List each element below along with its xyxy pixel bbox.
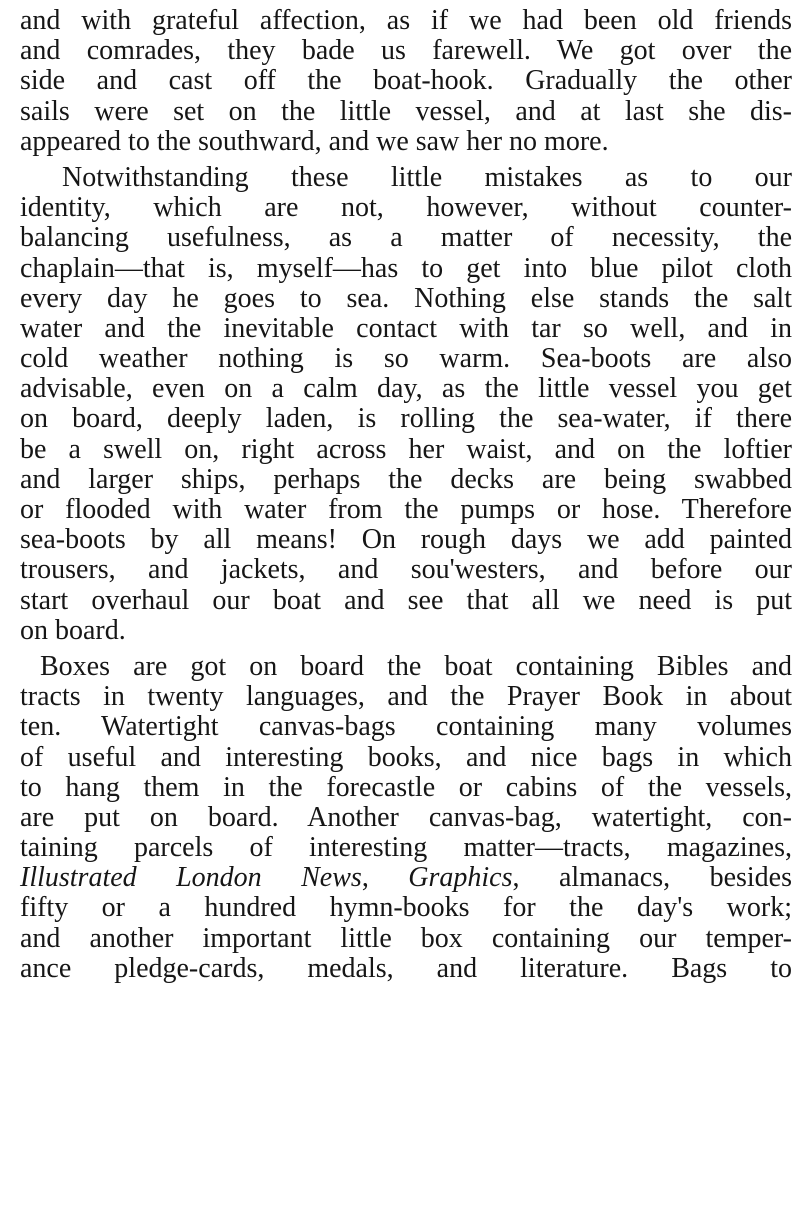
- text-line: sea-boots by all means! On rough days we add painted: [20, 524, 792, 556]
- text-line: every day he goes to sea. Nothing else stands the salt: [20, 282, 792, 314]
- italic-title: Graphics: [408, 862, 513, 894]
- text-line: and another important little box containing our temper-: [20, 922, 792, 954]
- text-line: trousers, and jackets, and sou'westers, and before our: [20, 554, 792, 586]
- text-line: fifty or a hundred hymn-books for the day's work;: [20, 892, 792, 924]
- text-line: balancing usefulness, as a matter of necessity, the: [20, 222, 792, 254]
- text-line: advisable, even on a calm day, as the little vessel you get: [20, 373, 792, 405]
- text-line: ance pledge-cards, medals, and literature. Bags to: [20, 952, 792, 984]
- text-line: of useful and interesting books, and nice bags in which: [20, 741, 792, 773]
- text-line: start overhaul our boat and see that all we need is put: [20, 584, 792, 616]
- text-line-italic-titles: Illustrated London News, Graphics, almanacs, besides: [20, 862, 792, 894]
- text-line: side and cast off the boat-hook. Gradually the other: [20, 65, 792, 97]
- text-line: are put on board. Another canvas-bag, watertight, con-: [20, 801, 792, 833]
- text-line: identity, which are not, however, without counter-: [20, 192, 792, 224]
- text-line: and comrades, they bade us farewell. We got over the: [20, 35, 792, 67]
- paragraph-3: [20, 652, 792, 984]
- text-line: water and the inevitable contact with tar so well, and in: [20, 312, 792, 344]
- text-line: ten. Watertight canvas-bags containing many volumes: [20, 711, 792, 743]
- text-line: sails were set on the little vessel, and at last she dis-: [20, 95, 792, 127]
- text-line: or flooded with water from the pumps or hose. Therefore: [20, 494, 792, 525]
- text-line: on board.: [20, 614, 126, 646]
- text-line: to hang them in the forecastle or cabins of the vessels,: [20, 771, 792, 803]
- text-line: taining parcels of interesting matter—tracts, magazines,: [20, 832, 792, 864]
- italic-title: Illustrated London News: [20, 862, 362, 894]
- paragraph-1: [20, 6, 792, 157]
- text-line: Boxes are got on board the boat containing Bibles and: [40, 650, 792, 682]
- text-line: tracts in twenty languages, and the Prayer Book in about: [20, 681, 792, 713]
- text-line: and with grateful affection, as if we had been old friends: [20, 5, 792, 36]
- text-line: be a swell on, right across her waist, and on the loftier: [20, 433, 792, 465]
- text-line: appeared to the southward, and we saw her no more.: [20, 125, 609, 157]
- paragraph-2: [20, 163, 792, 646]
- text-line: and larger ships, perhaps the decks are being swabbed: [20, 463, 792, 495]
- text-line: chaplain—that is, myself—has to get into blue pilot cloth: [20, 252, 792, 284]
- text-line: Notwithstanding these little mistakes as to our: [62, 161, 792, 193]
- text-line: cold weather nothing is so warm. Sea-boots are also: [20, 343, 792, 375]
- text-line: on board, deeply laden, is rolling the sea-water, if there: [20, 403, 792, 435]
